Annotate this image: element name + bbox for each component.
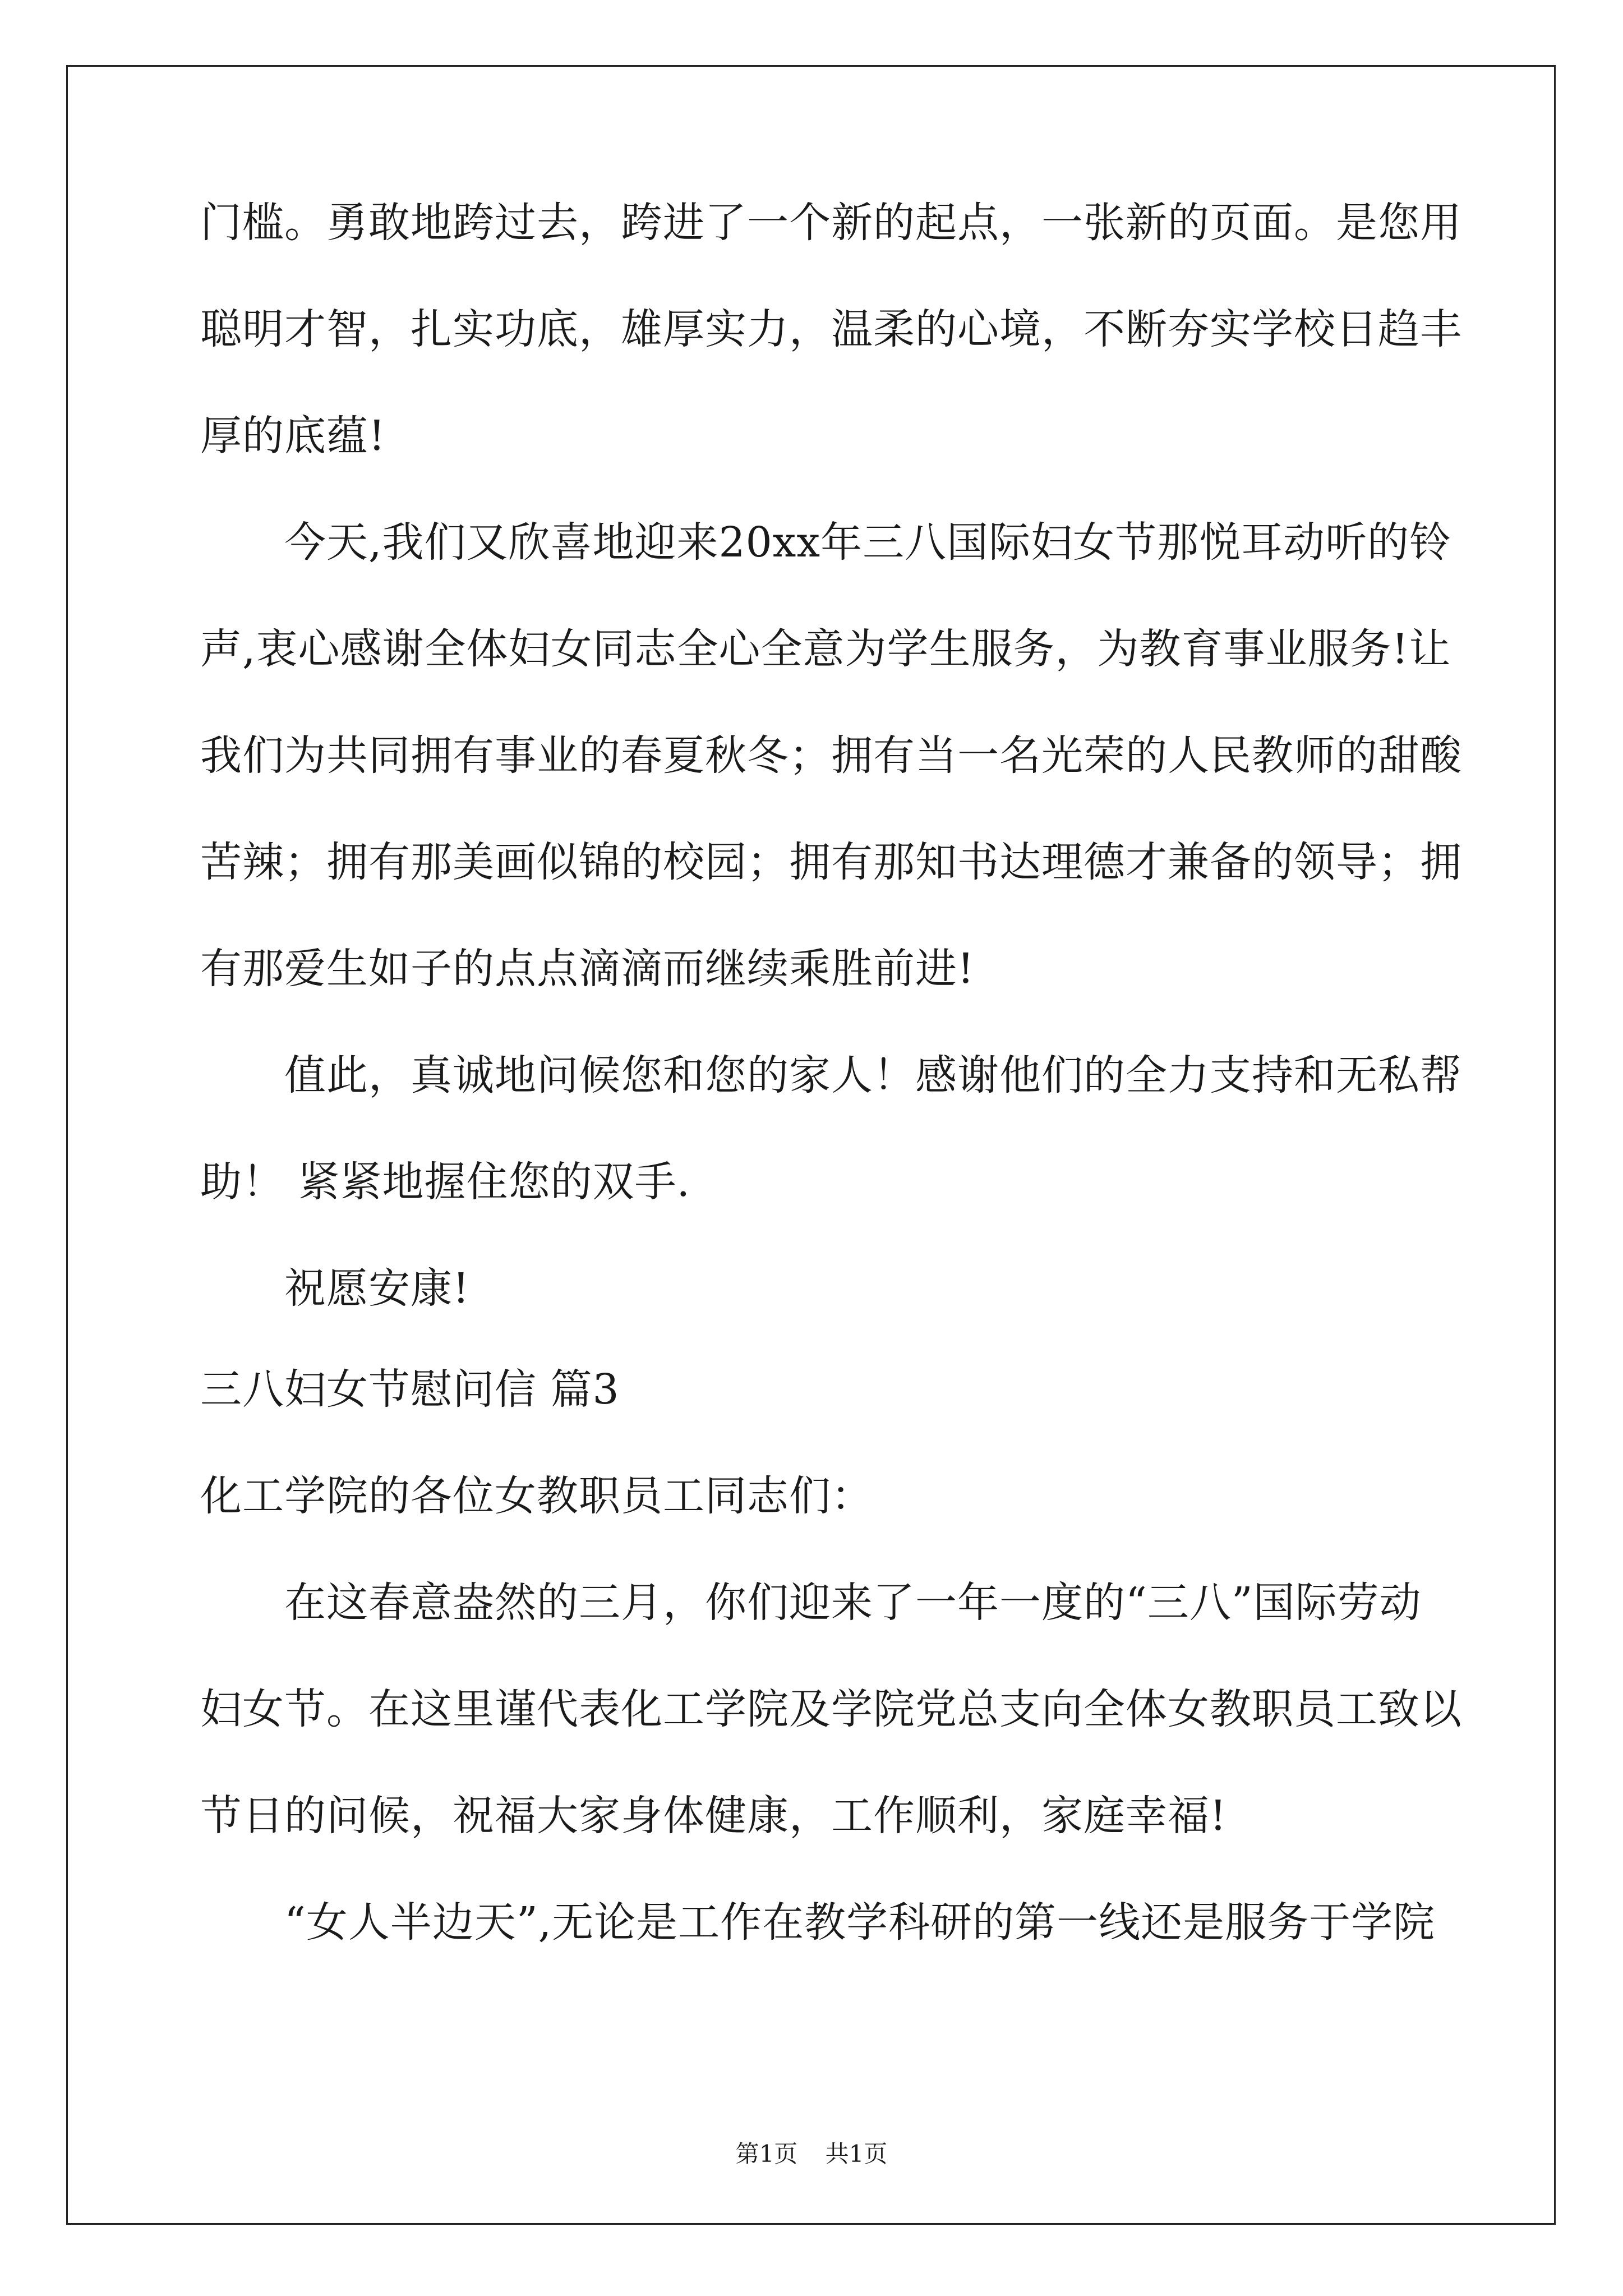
closing-greeting: 祝愿安康! [284,1264,470,1313]
text-line: 助！ 紧紧地握住您的双手. [200,1158,691,1206]
text-line: 门 槛 。 勇 敢 地 跨 过 去 ， 跨 进 了 一 个 新 的 起 点 ， 一 张 新 的 页 面 。 是 您 用 [200,199,1462,247]
page-number-total: 共1页 [825,2140,888,2168]
text-line: 节日的问候，祝福大家身体健康，工作顺利，家庭幸福! [200,1792,1227,1840]
text-line: 声,衷心感谢全体妇女同志全心全意为学生服务，为教育事业服务!让 [200,625,1451,673]
salutation: 化工学院的各位女教职员工同志们： [200,1472,873,1520]
text-line: 我 们 为 共 同 拥 有 事 业 的 春 夏 秋 冬 ； 拥 有 当 一 名 光 荣 的 人 民 教 师 的 甜 酸 [200,731,1462,780]
section-heading: 三八妇女节慰问信 篇3 [200,1365,620,1414]
page-footer [0,2137,1623,2171]
paragraph-start: 今天,我们又欣喜地迎来20xx年三八国际妇女节那悦耳动听的铃 [284,518,1452,567]
page-number-current: 第1页 [735,2140,798,2168]
text-line: 苦 辣 ； 拥 有 那 美 画 似 锦 的 校 园 ； 拥 有 那 知 书 达 理 德 才 兼 备 的 领 导 ； 拥 [200,838,1462,886]
paragraph-start: “女人半边天”,无论是工作在教学科研的第一线还是服务于学院 [284,1898,1436,1947]
paragraph-start: 在这春意盎然的三月，你们迎来了一年一度的“三八”国际劳动 [284,1579,1422,1627]
text-line: 有那爱生如子的点点滴滴而继续乘胜前进! [200,945,975,993]
text-line: 聪 明 才 智 ， 扎 实 功 底 ， 雄 厚 实 力 ， 温 柔 的 心 境 ， 不 断 夯 实 学 校 日 趋 丰 [200,305,1462,353]
paragraph-start: 值此，真诚地问候您和您的家人！感谢他们的全力支持和无私帮 [284,1051,1462,1099]
text-line: 厚的底蕴! [200,412,386,460]
text-line: 妇 女 节 。 在 这 里 谨 代 表 化 工 学 院 及 学 院 党 总 支 向 全 体 女 教 职 员 工 致 以 [200,1685,1462,1733]
